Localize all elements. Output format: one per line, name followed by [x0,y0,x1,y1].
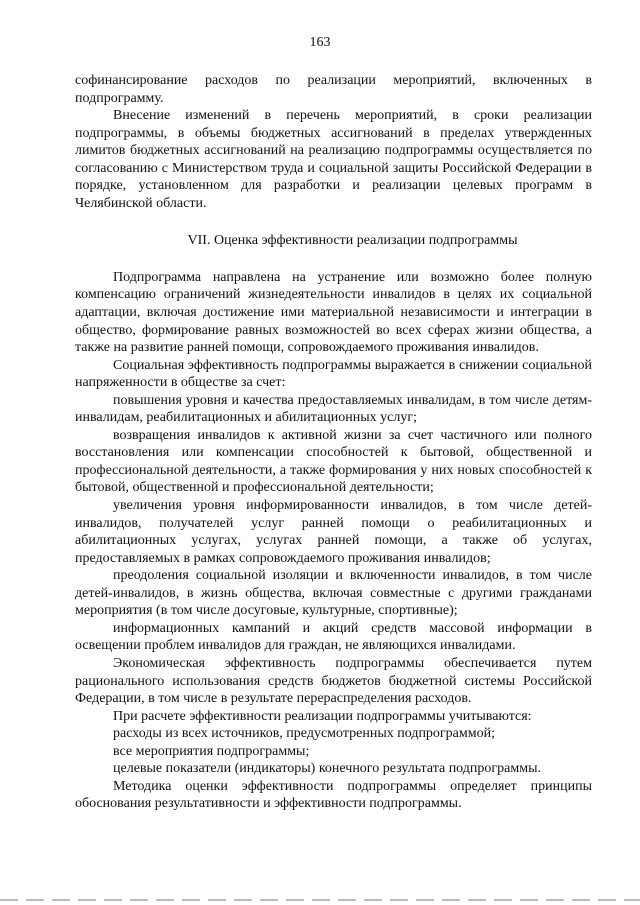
paragraph-economic-efficiency: Экономическая эффективность подпрограммы обеспечивается путем рационального использования средств бюджетов бюджетной системы Российской Федерации, в том числе в результате перераспределения расходов. [75,655,592,707]
section-heading: VII. Оценка эффективности реализации подпрограммы [187,233,518,249]
paragraph-changes: Внесение изменений в перечень мероприятий, в сроки реализации подпрограммы, в объемы бюджетных ассигнований в пределах утвержденных лимитов бюджетных ассигнований на реализацию подпрограммы осуществляется по согласованию с Министерством труда и социальной защиты Российской Федерации в порядке, установленном для разработки и реализации целевых программ в Челябинской области. [75,108,592,211]
scan-bottom-edge [0,899,640,901]
paragraph-purpose: Подпрограмма направлена на устранение или возможно более полную компенсацию ограничений жизнедеятельности инвалидов в целях их социальной адаптации, включая достижение ими материальной независимости и интеграции в общество, формирование равных возможностей во всех сферах жизни общества, а также на развитие ранней помощи, сопровождаемого проживания инвалидов. [75,269,592,356]
paragraph-methodology: Методика оценки эффективности подпрограммы определяет принципы обоснования результативности и эффективности подпрограммы. [75,778,592,812]
paragraph-social-efficiency: Социальная эффективность подпрограммы выражается в снижении социальной напряженности в обществе за счет: [75,357,592,391]
page-number: 163 [309,35,331,50]
list-item: возвращения инвалидов к активной жизни за счет частичного или полного восстановления или компенсации способностей к бытовой, общественной и профессиональной деятельности, а также формирования у них новых способностей к бытовой, общественной и профессиональной деятельности; [75,427,592,496]
list-item: расходы из всех источников, предусмотренных подпрограммой; [113,726,495,742]
list-item: информационных кампаний и акций средств массовой информации в освещении проблем инвалидов для граждан, не являющихся инвалидами. [75,620,592,654]
list-item: увеличения уровня информированности инвалидов, в том числе детей-инвалидов, получателей услуг ранней помощи о реабилитационных и абилитационных услугах, услугах ранней помощи, а также об услугах, предоставляемых в рамках сопровождаемого проживания инвалидов; [75,498,592,566]
document-body [75,72,592,813]
list-item: все мероприятия подпрограммы; [113,743,310,759]
list-item: целевые показатели (индикаторы) конечного результата подпрограммы. [113,761,541,777]
list-item: преодоления социальной изоляции и включенности инвалидов, в том числе детей-инвалидов, в жизнь общества, включая совместные с другими гражданами мероприятия (в том числе досуговые, культурные, спортивные); [75,568,592,619]
list-item: повышения уровня и качества предоставляемых инвалидам, в том числе детям-инвалидам, реабилитационных и абилитационных услуг; [75,392,592,426]
paragraph-calculation: При расчете эффективности реализации подпрограммы учитываются: [113,708,532,724]
paragraph-continuation: софинансирование расходов по реализации мероприятий, включенных в подпрограмму. [75,73,592,106]
